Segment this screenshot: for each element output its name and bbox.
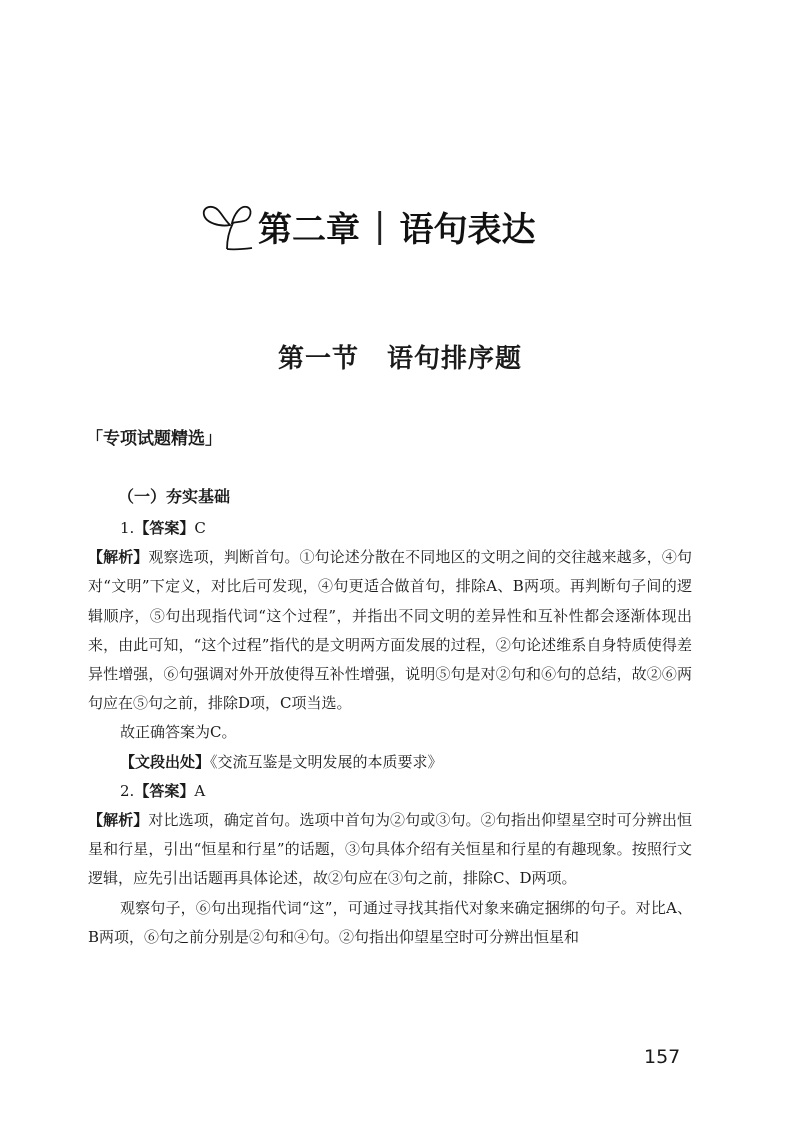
q1-source — [88, 748, 692, 777]
sprout-icon — [200, 201, 254, 251]
chapter-heading — [200, 196, 535, 256]
section-title: 语句排序题 — [387, 344, 523, 374]
answer-tag: 【答案】 — [134, 519, 195, 537]
q2-analysis-text: 对比选项，确定首句。选项中首句为②句或③句。②句指出仰望星空时可分辨出恒星和行星，引出“恒星和行星”的话题，③句具体介绍有关恒星和行星的有趣现象。按照行文逻辑，应先引出话题再具体论述，故②句应在③句之前，排除C、D两项。 — [88, 811, 692, 888]
box-header: 「专项试题精选」 — [86, 429, 222, 449]
q1-analysis-text: 观察选项，判断首句。①句论述分散在不同地区的文明之间的交往越来越多，④句对“文明”下定义，对比后可发现，④句更适合做首句，排除A、B两项。再判断句子间的逻辑顺序，⑤句出现指代词“这个过程”，并指出不同文明的差异性和互补性都会逐渐体现出来，由此可知，“这个过程”指代的是文明两方面发展的过程，②句论述维系自身特质使得差异性增强，⑥句强调对外开放使得互补性增强，说明⑤句是对②句和⑥句的总结，故②⑥两句应在⑤句之前，排除D项，C项当选。 — [88, 548, 692, 713]
body-text — [88, 514, 692, 952]
subsection-heading: （一）夯实基础 — [118, 487, 231, 506]
q1-conclusion: 故正确答案为C。 — [120, 723, 237, 742]
q1-answer-line — [88, 514, 692, 543]
section-number: 第一节 — [277, 344, 359, 374]
q1-number: 1. — [120, 519, 135, 537]
q2-answer-line — [88, 777, 692, 806]
q2-paragraph-2: 观察句子，⑥句出现指代词“这”，可通过寻找其指代对象来确定捆绑的句子。对比A、B两项，⑥句之前分别是②句和④句。②句指出仰望星空时可分辨出恒星和 — [88, 898, 692, 946]
analysis-tag: 【解析】 — [88, 811, 149, 830]
source-tag: 【文段出处】 — [120, 752, 211, 771]
q2-number: 2. — [120, 781, 135, 800]
q1-analysis — [88, 543, 692, 718]
q1-source-title: 《交流互鉴是文明发展的本质要求》 — [210, 752, 443, 771]
q2-answer: A — [194, 781, 206, 800]
page-number: 157 — [644, 1046, 681, 1068]
chapter-number: 第二章 — [258, 209, 360, 250]
section-heading — [0, 338, 800, 375]
chapter-title: 语句表达 — [399, 209, 536, 250]
chapter-separator: | — [374, 206, 386, 246]
analysis-tag: 【解析】 — [88, 548, 149, 567]
q1-answer: C — [194, 519, 206, 537]
q2-analysis — [88, 806, 692, 894]
answer-tag: 【答案】 — [134, 781, 195, 800]
